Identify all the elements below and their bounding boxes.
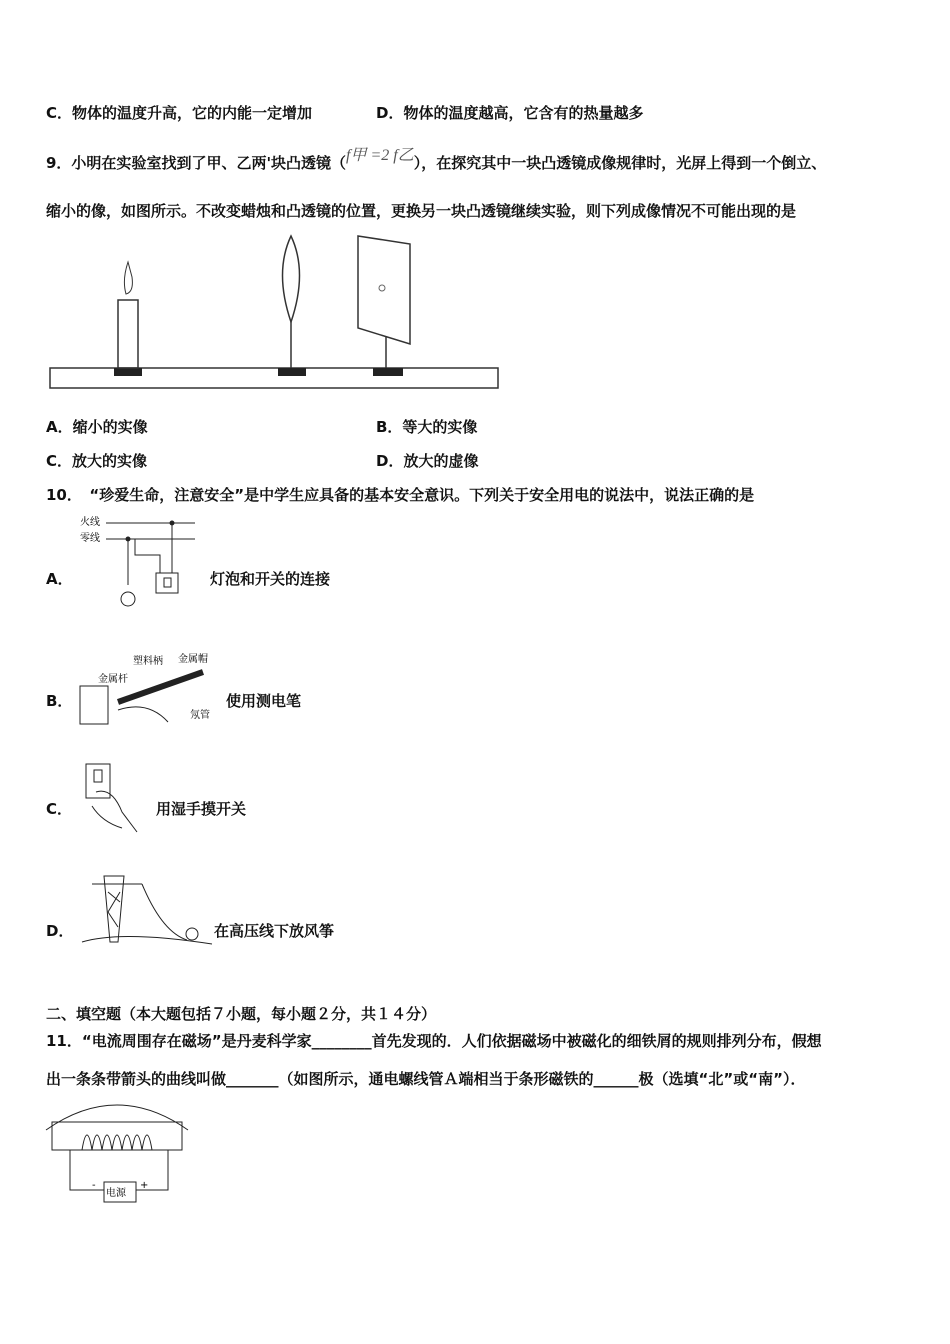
metal-rod-label: 金属杆 <box>98 674 128 685</box>
q10-option-a: 灯泡和开关的连接 <box>210 570 331 588</box>
neon-tube-label: 氖管 <box>190 710 210 721</box>
lens-experiment-figure <box>48 232 503 392</box>
wet-hand-switch-figure <box>82 762 142 837</box>
q10-option-d: 在高压线下放风筝 <box>214 922 335 940</box>
positive-terminal-label: + <box>140 1180 149 1191</box>
q9-stem-line2: 缩小的像，如图所示。不改变蜡烛和凸透镜的位置，更换另一块凸透镜继续实验，则下列成像情况不可能出现的是 <box>46 202 797 220</box>
q9-option-b: B．等大的实像 <box>376 418 478 436</box>
q8-option-c: C．物体的温度升高，它的内能一定增加 <box>46 104 313 122</box>
q9-stem-line1: 9．小明在实验室找到了甲、乙两'块凸透镜（f甲 =2 f乙），在探究其中一块凸透镜成像规律时，光屏上得到一个倒立、 <box>46 147 827 172</box>
neutral-wire-label: 零线 <box>80 533 100 544</box>
q10-d-letter: D． <box>46 922 74 940</box>
q9-option-a: A．缩小的实像 <box>46 418 148 436</box>
lamp-switch-circuit-figure <box>80 515 200 610</box>
q10-b-letter: B． <box>46 692 73 710</box>
q10-option-c: 用湿手摸开关 <box>156 800 247 818</box>
q11-line1: 11．“电流周围存在磁场”是丹麦科学家________首先发现的．人们依据磁场中被磁化的细铁屑的规则排列分布，假想 <box>46 1032 822 1050</box>
negative-terminal-label: - <box>92 1180 96 1191</box>
q9-option-c: C．放大的实像 <box>46 452 148 470</box>
q10-a-letter: A． <box>46 570 73 588</box>
section-2-heading: 二、填空题（本大题包括７小题，每小题２分，共１４分） <box>46 1005 437 1023</box>
q9-formula: f甲 =2 f乙 <box>346 147 414 164</box>
power-source-label: 电源 <box>106 1188 126 1199</box>
kite-high-voltage-figure <box>82 872 212 962</box>
q10-stem: 10． “珍爱生命，注意安全”是中学生应具备的基本安全意识。下列关于安全用电的说法中，说法正确的是 <box>46 486 755 504</box>
q8-option-d: D．物体的温度越高，它含有的热量越多 <box>376 104 644 122</box>
q10-c-letter: C． <box>46 800 73 818</box>
q9-option-d: D．放大的虚像 <box>376 452 479 470</box>
q11-line2: 出一条条带箭头的曲线叫做_______（如图所示，通电螺线管Ａ端相当于条形磁铁的______极（选填“北”或“南”）． <box>46 1070 806 1088</box>
solenoid-figure <box>42 1100 192 1215</box>
q10-option-b: 使用测电笔 <box>226 692 302 710</box>
plastic-handle-label: 塑料柄 <box>133 656 163 667</box>
test-pen-figure <box>78 650 228 730</box>
metal-cap-label: 金属帽 <box>178 654 208 665</box>
fire-wire-label: 火线 <box>80 517 100 528</box>
